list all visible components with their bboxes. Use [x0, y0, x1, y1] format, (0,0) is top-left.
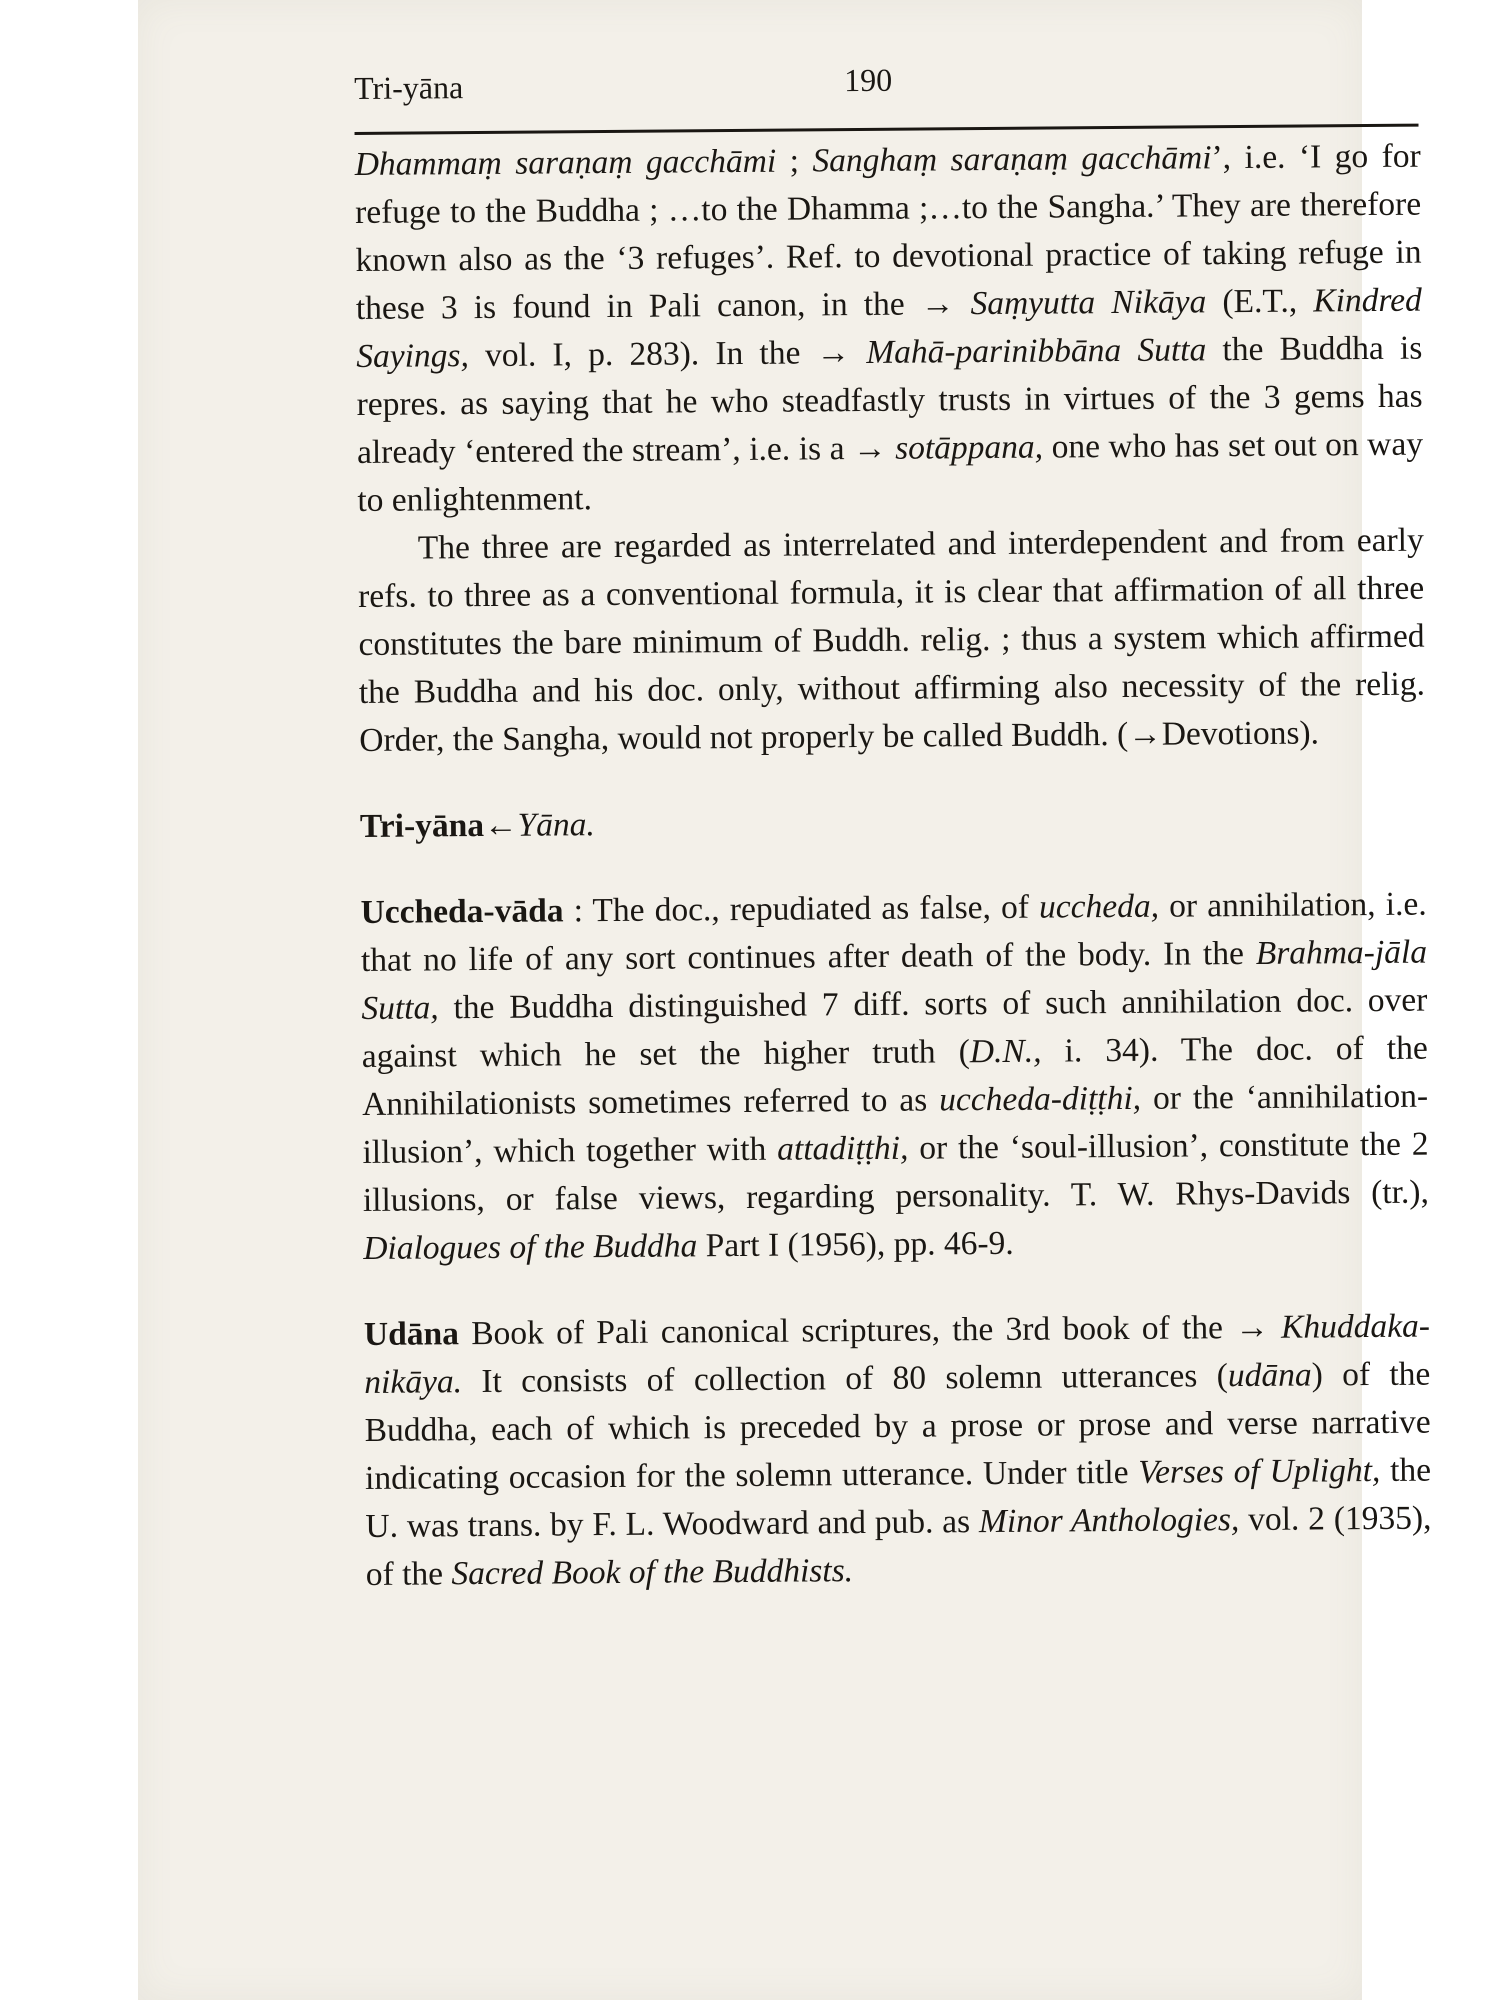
italic-phrase: Dialogues of the Buddha: [363, 1227, 698, 1267]
running-head: Tri-yāna: [354, 69, 464, 106]
page-content: [354, 58, 1432, 1599]
italic-phrase: Mahā-parinibbāna Sutta: [866, 331, 1207, 371]
text-run: Part I (1956), pp. 46-9.: [697, 1224, 1014, 1265]
entry-tri-yana: [360, 795, 1426, 851]
text-run: or the ‘annihilation-illusion’, which together with: [362, 1077, 1429, 1171]
text-run: i. 34). The doc. of the Annihilationists sometimes referred to as: [362, 1029, 1428, 1123]
italic-phrase: attadiṭṭhi,: [777, 1129, 909, 1168]
italic-phrase: Saṃyutta Nikāya: [970, 283, 1207, 323]
text-run: one who has set out on way to enlightenment.: [357, 425, 1424, 519]
entry-headword: Tri-yāna: [359, 807, 485, 845]
italic-phrase: uccheda,: [1038, 887, 1160, 926]
cross-ref-arrow: ←: [483, 806, 518, 845]
text-run: the Buddha is repres. as saying that he who steadfastly trusts in virtues of the 3 gems has already ‘entered the stream’, i.e. is a →: [356, 329, 1423, 471]
entry-headword: Udāna: [363, 1315, 460, 1353]
three-gems-paragraph: The three are regarded as interrelated and interdependent and from early refs. to three as a conventional formula, it is clear that affirmation of all three constitutes the bare minimum of Buddh. relig. ; thus a system which affirmed the Buddha and his doc. only, without affirming also necessity of the relig. Order, the Sangha, would not properly be called Buddh. (→Devotions).: [358, 521, 1426, 759]
page-header: [354, 58, 1420, 110]
cross-ref-target: Yāna.: [517, 806, 595, 844]
entry-headword: Uccheda-vāda: [360, 892, 564, 931]
refuges-paragraph: [355, 133, 1424, 525]
italic-phrase: Sanghaṃ saraṇaṃ gacchāmi: [812, 139, 1212, 180]
text-run: the U. was trans. by F. L. Woodward and pub. as: [365, 1451, 1432, 1545]
entry-udana: [364, 1303, 1432, 1599]
text-run: ) of the Buddha, each of which is preceded by a prose or prose and verse narrative indicating occasion for the solemn utterance. Under title: [364, 1355, 1431, 1497]
italic-phrase: Kindred Sayings,: [356, 281, 1423, 375]
text-run: ;: [776, 142, 813, 180]
italic-phrase: D.N.,: [969, 1032, 1042, 1071]
text-run: Book of Pali canonical scriptures, the 3rd book of the →: [458, 1308, 1282, 1353]
italic-phrase: Minor Anthologies,: [978, 1501, 1240, 1541]
italic-phrase: Verses of Uplight,: [1138, 1451, 1381, 1491]
italic-phrase: Brahma-jāla Sutta,: [361, 933, 1428, 1027]
entry-uccheda-vada: [360, 881, 1429, 1273]
text-run: or the ‘soul-illusion’, constitute the 2 illusions, or false views, regarding personality. T. W. Rhys-Davids (tr.),: [362, 1125, 1430, 1219]
italic-phrase: Khuddaka-nikāya.: [364, 1307, 1431, 1401]
text-run: It consists of collection of 80 solemn utterances (: [461, 1357, 1229, 1401]
text-run: ’, i.e. ‘I go for refuge to the Buddha ; …to the Dhamma ;…to the Sangha.’ They are therefore known also as the ‘3 refuges’. Ref. to devotional practice of taking refuge in these 3 is found in Pali canon, in the →: [355, 137, 1422, 327]
text-run: the Buddha distinguished 7 diff. sorts of such annihilation doc. over against which he set the higher truth (: [361, 981, 1428, 1075]
italic-phrase: uccheda-diṭṭhi,: [939, 1079, 1142, 1119]
scanned-page: [138, 0, 1432, 2000]
italic-phrase: Sacred Book of the Buddhists.: [451, 1552, 854, 1593]
italic-phrase: udāna: [1227, 1356, 1312, 1395]
italic-phrase: sotāppana,: [894, 428, 1044, 467]
page-number: 190: [843, 61, 893, 99]
text-run: : The doc., repudiated as false, of: [563, 888, 1040, 930]
text-run: (E.T.,: [1206, 282, 1314, 321]
italic-phrase: Dhammaṃ saraṇaṃ gacchāmi: [354, 142, 777, 183]
text-run: vol. 2 (1935), of the: [365, 1499, 1432, 1593]
text-run: or annihilation, i.e. that no life of any sort continues after death of the body. In the: [360, 885, 1427, 979]
text-run: vol. I, p. 283). In the →: [468, 333, 867, 375]
